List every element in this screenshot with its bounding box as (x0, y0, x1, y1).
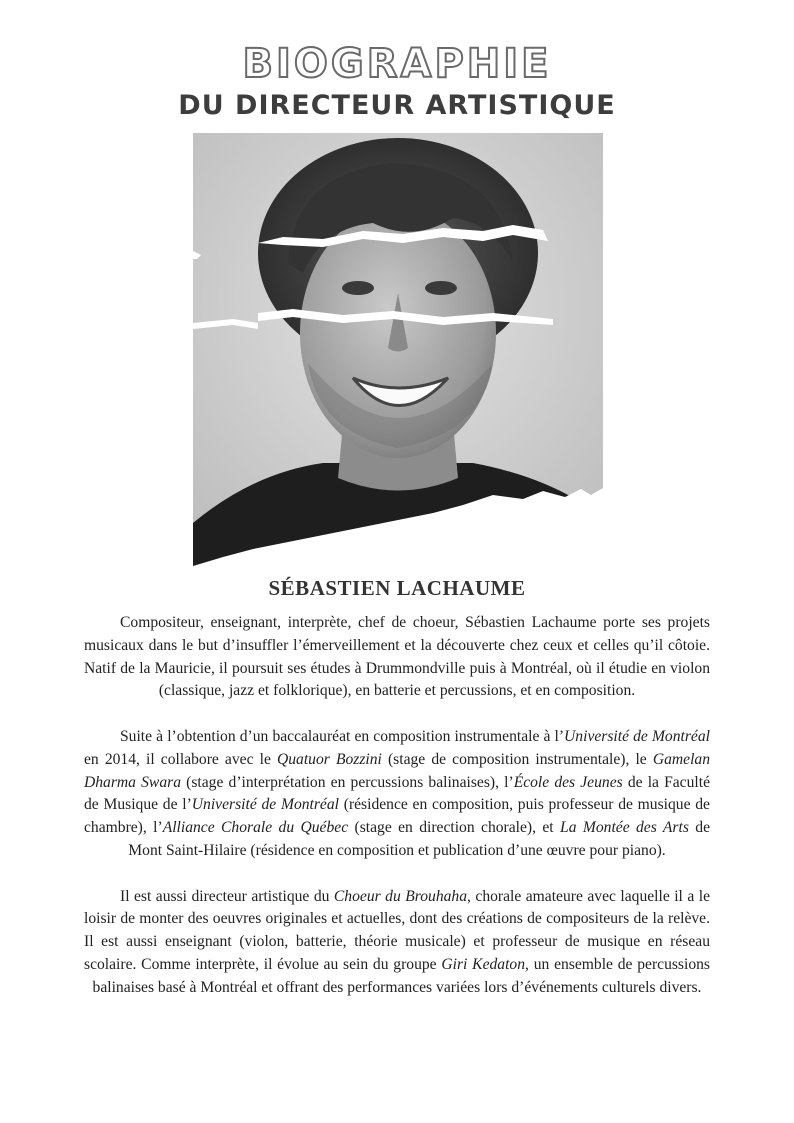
page-title: BIOGRAPHIE (242, 41, 552, 87)
bio-paragraph-2: Suite à l’obtention d’un baccalauréat en composition instrumentale à l’Université de Montréal en 2014, il collabore avec le Quatuor Bozzini (stage de composition instrumentale), le Gamelan Dharma Swara (stage d’interprétation en percussions balinaises), l’École des Jeunes de la Faculté de Musique de l’Université de Montréal (résidence en composition, puis professeur de musique de chambre), l’Alliance Chorale du Québec (stage en direction chorale), et La Montée des Arts de Mont Saint-Hilaire (résidence en composition et publication d’une œuvre pour piano). (84, 727, 711, 859)
biography-text (84, 612, 710, 1022)
bio-paragraph-1: Compositeur, enseignant, interprète, chef de choeur, Sébastien Lachaume porte ses projets musicaux dans le but d’insuffler l’émerveillement et la découverte chez ceux et celles qu’il côtoie. Natif de la Mauricie, il poursuit ses études à Drummondville puis à Montréal, où il étudie en violon (classique, jazz et folklorique), en batterie et percussions, et en composition. (84, 614, 710, 700)
portrait-photo (193, 133, 603, 566)
bio-paragraph-3: Il est aussi directeur artistique du Choeur du Brouhaha, chorale amateure avec laquelle il a le loisir de monter des oeuvres originales et actuelles, dont des créations de compositeurs de la relève. Il est aussi enseignant (violon, batterie, théorie musicale) et professeur de musique en réseau scolaire. Comme interprète, il évolue au sein du groupe Giri Kedaton, un ensemble de percussions balinaises basé à Montréal et offrant des performances variées lors d’événements culturels divers. (84, 887, 711, 996)
person-name: SÉBASTIEN LACHAUME (268, 576, 526, 600)
page-subtitle: DU DIRECTEUR ARTISTIQUE (178, 90, 616, 121)
